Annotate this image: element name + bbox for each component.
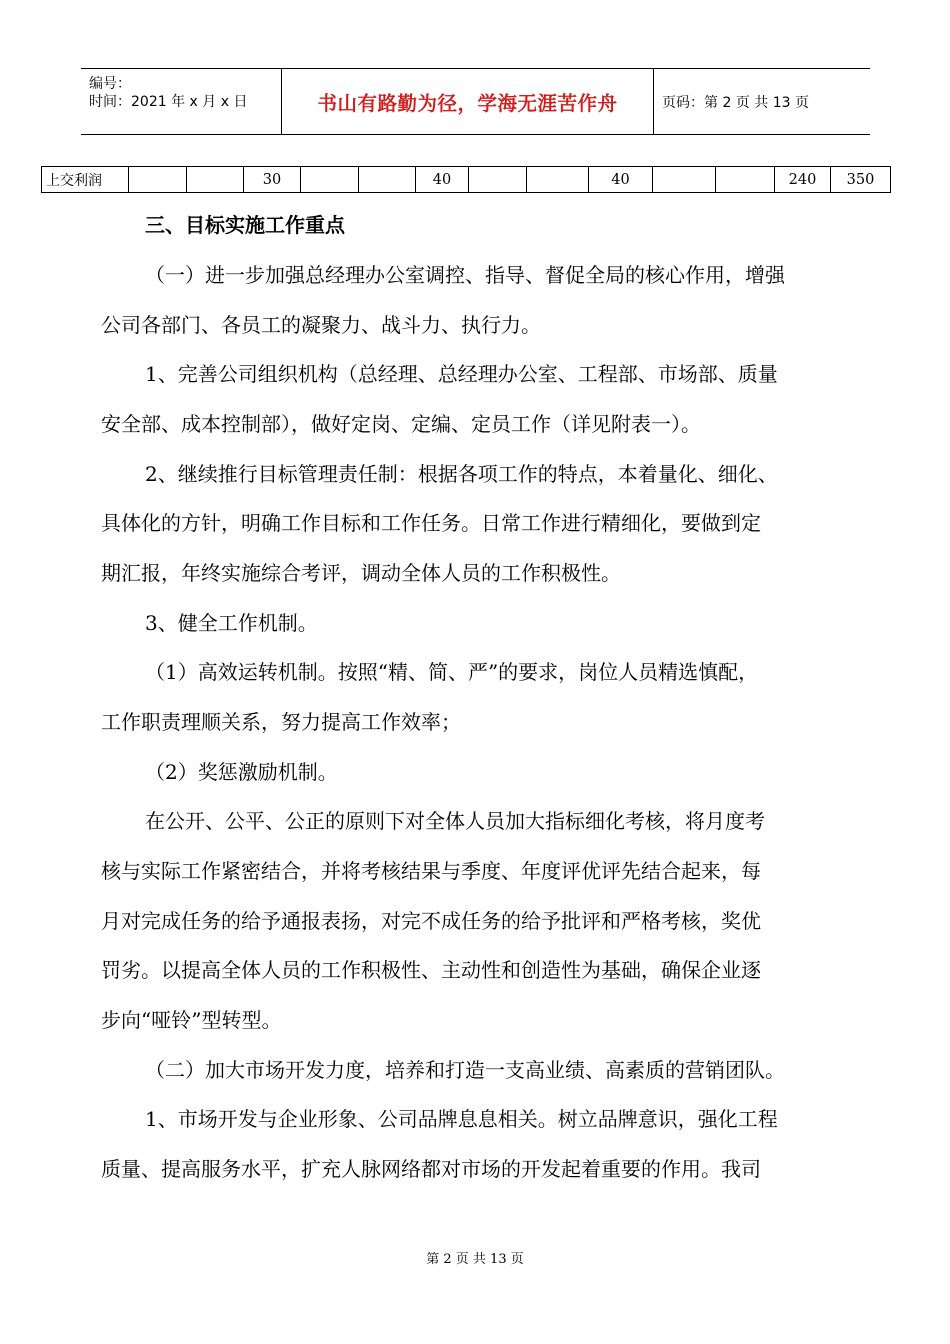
paragraph-line: 公司各部门、各员工的凝聚力、战斗力、执行力。 [101, 313, 541, 337]
table-cell [527, 167, 589, 193]
table-cell: 40 [416, 167, 469, 193]
paragraph-line: 1、完善公司组织机构（总经理、总经理办公室、工程部、市场部、质量 [145, 362, 778, 386]
paragraph-line: 工作职责理顺关系，努力提高工作效率； [101, 710, 461, 734]
table-cell: 40 [589, 167, 653, 193]
header-meta [81, 69, 282, 134]
paragraph-line: 3、健全工作机制。 [145, 611, 318, 635]
paragraph-line: 核与实际工作紧密结合，并将考核结果与季度、年度评优评先结合起来，每 [101, 859, 761, 883]
header-page-number: 页码：第 2 页 共 13 页 [662, 94, 809, 111]
profit-table [41, 166, 891, 193]
paragraph-line: （一）进一步加强总经理办公室调控、指导、督促全局的核心作用，增强 [145, 263, 785, 287]
paragraph-line: 1、市场开发与企业形象、公司品牌息息相关。树立品牌意识，强化工程 [145, 1107, 778, 1131]
paragraph-line: 在公开、公平、公正的原则下对全体人员加大指标细化考核，将月度考 [145, 809, 765, 833]
table-cell [653, 167, 716, 193]
table-cell [469, 167, 527, 193]
header-page-cell [654, 69, 870, 134]
document-number-label: 编号： [89, 76, 131, 92]
page-footer: 第 2 页 共 13 页 [426, 1252, 524, 1267]
table-cell [359, 167, 416, 193]
table-row-label: 上交利润 [42, 167, 129, 193]
paragraph-line: 罚劣。以提高全体人员的工作积极性、主动性和创造性为基础，确保企业逐 [101, 958, 761, 982]
paragraph-line: （2）奖惩激励机制。 [145, 760, 338, 784]
document-date-label: 时间：2021 年 x 月 x 日 [89, 94, 248, 110]
paragraph-line: 步向“哑铃”型转型。 [101, 1008, 282, 1032]
table-cell [129, 167, 187, 193]
page-header [81, 68, 870, 135]
header-motto: 书山有路勤为径，学海无涯苦作舟 [317, 91, 618, 115]
paragraph-line: 质量、提高服务水平，扩充人脉网络都对市场的开发起着重要的作用。我司 [101, 1157, 761, 1181]
section-heading: 三、目标实施工作重点 [145, 213, 345, 237]
table-cell [716, 167, 775, 193]
table-cell [187, 167, 244, 193]
header-motto-cell [282, 69, 654, 134]
paragraph-line: （二）加大市场开发力度，培养和打造一支高业绩、高素质的营销团队。 [145, 1058, 785, 1082]
table-cell [301, 167, 359, 193]
table-cell: 350 [831, 167, 891, 193]
paragraph-line: 月对完成任务的给予通报表扬，对完不成任务的给予批评和严格考核，奖优 [101, 909, 761, 933]
paragraph-line: 期汇报，年终实施综合考评，调动全体人员的工作积极性。 [101, 561, 621, 585]
paragraph-line: 2、继续推行目标管理责任制：根据各项工作的特点，本着量化、细化、 [145, 462, 778, 486]
paragraph-line: （1）高效运转机制。按照“精、简、严”的要求，岗位人员精选慎配， [145, 660, 759, 684]
paragraph-line: 具体化的方针，明确工作目标和工作任务。日常工作进行精细化，要做到定 [101, 511, 761, 535]
paragraph-line: 安全部、成本控制部），做好定岗、定编、定员工作（详见附表一）。 [101, 412, 701, 436]
table-cell: 240 [775, 167, 831, 193]
table-cell: 30 [244, 167, 301, 193]
table-row [42, 167, 891, 193]
